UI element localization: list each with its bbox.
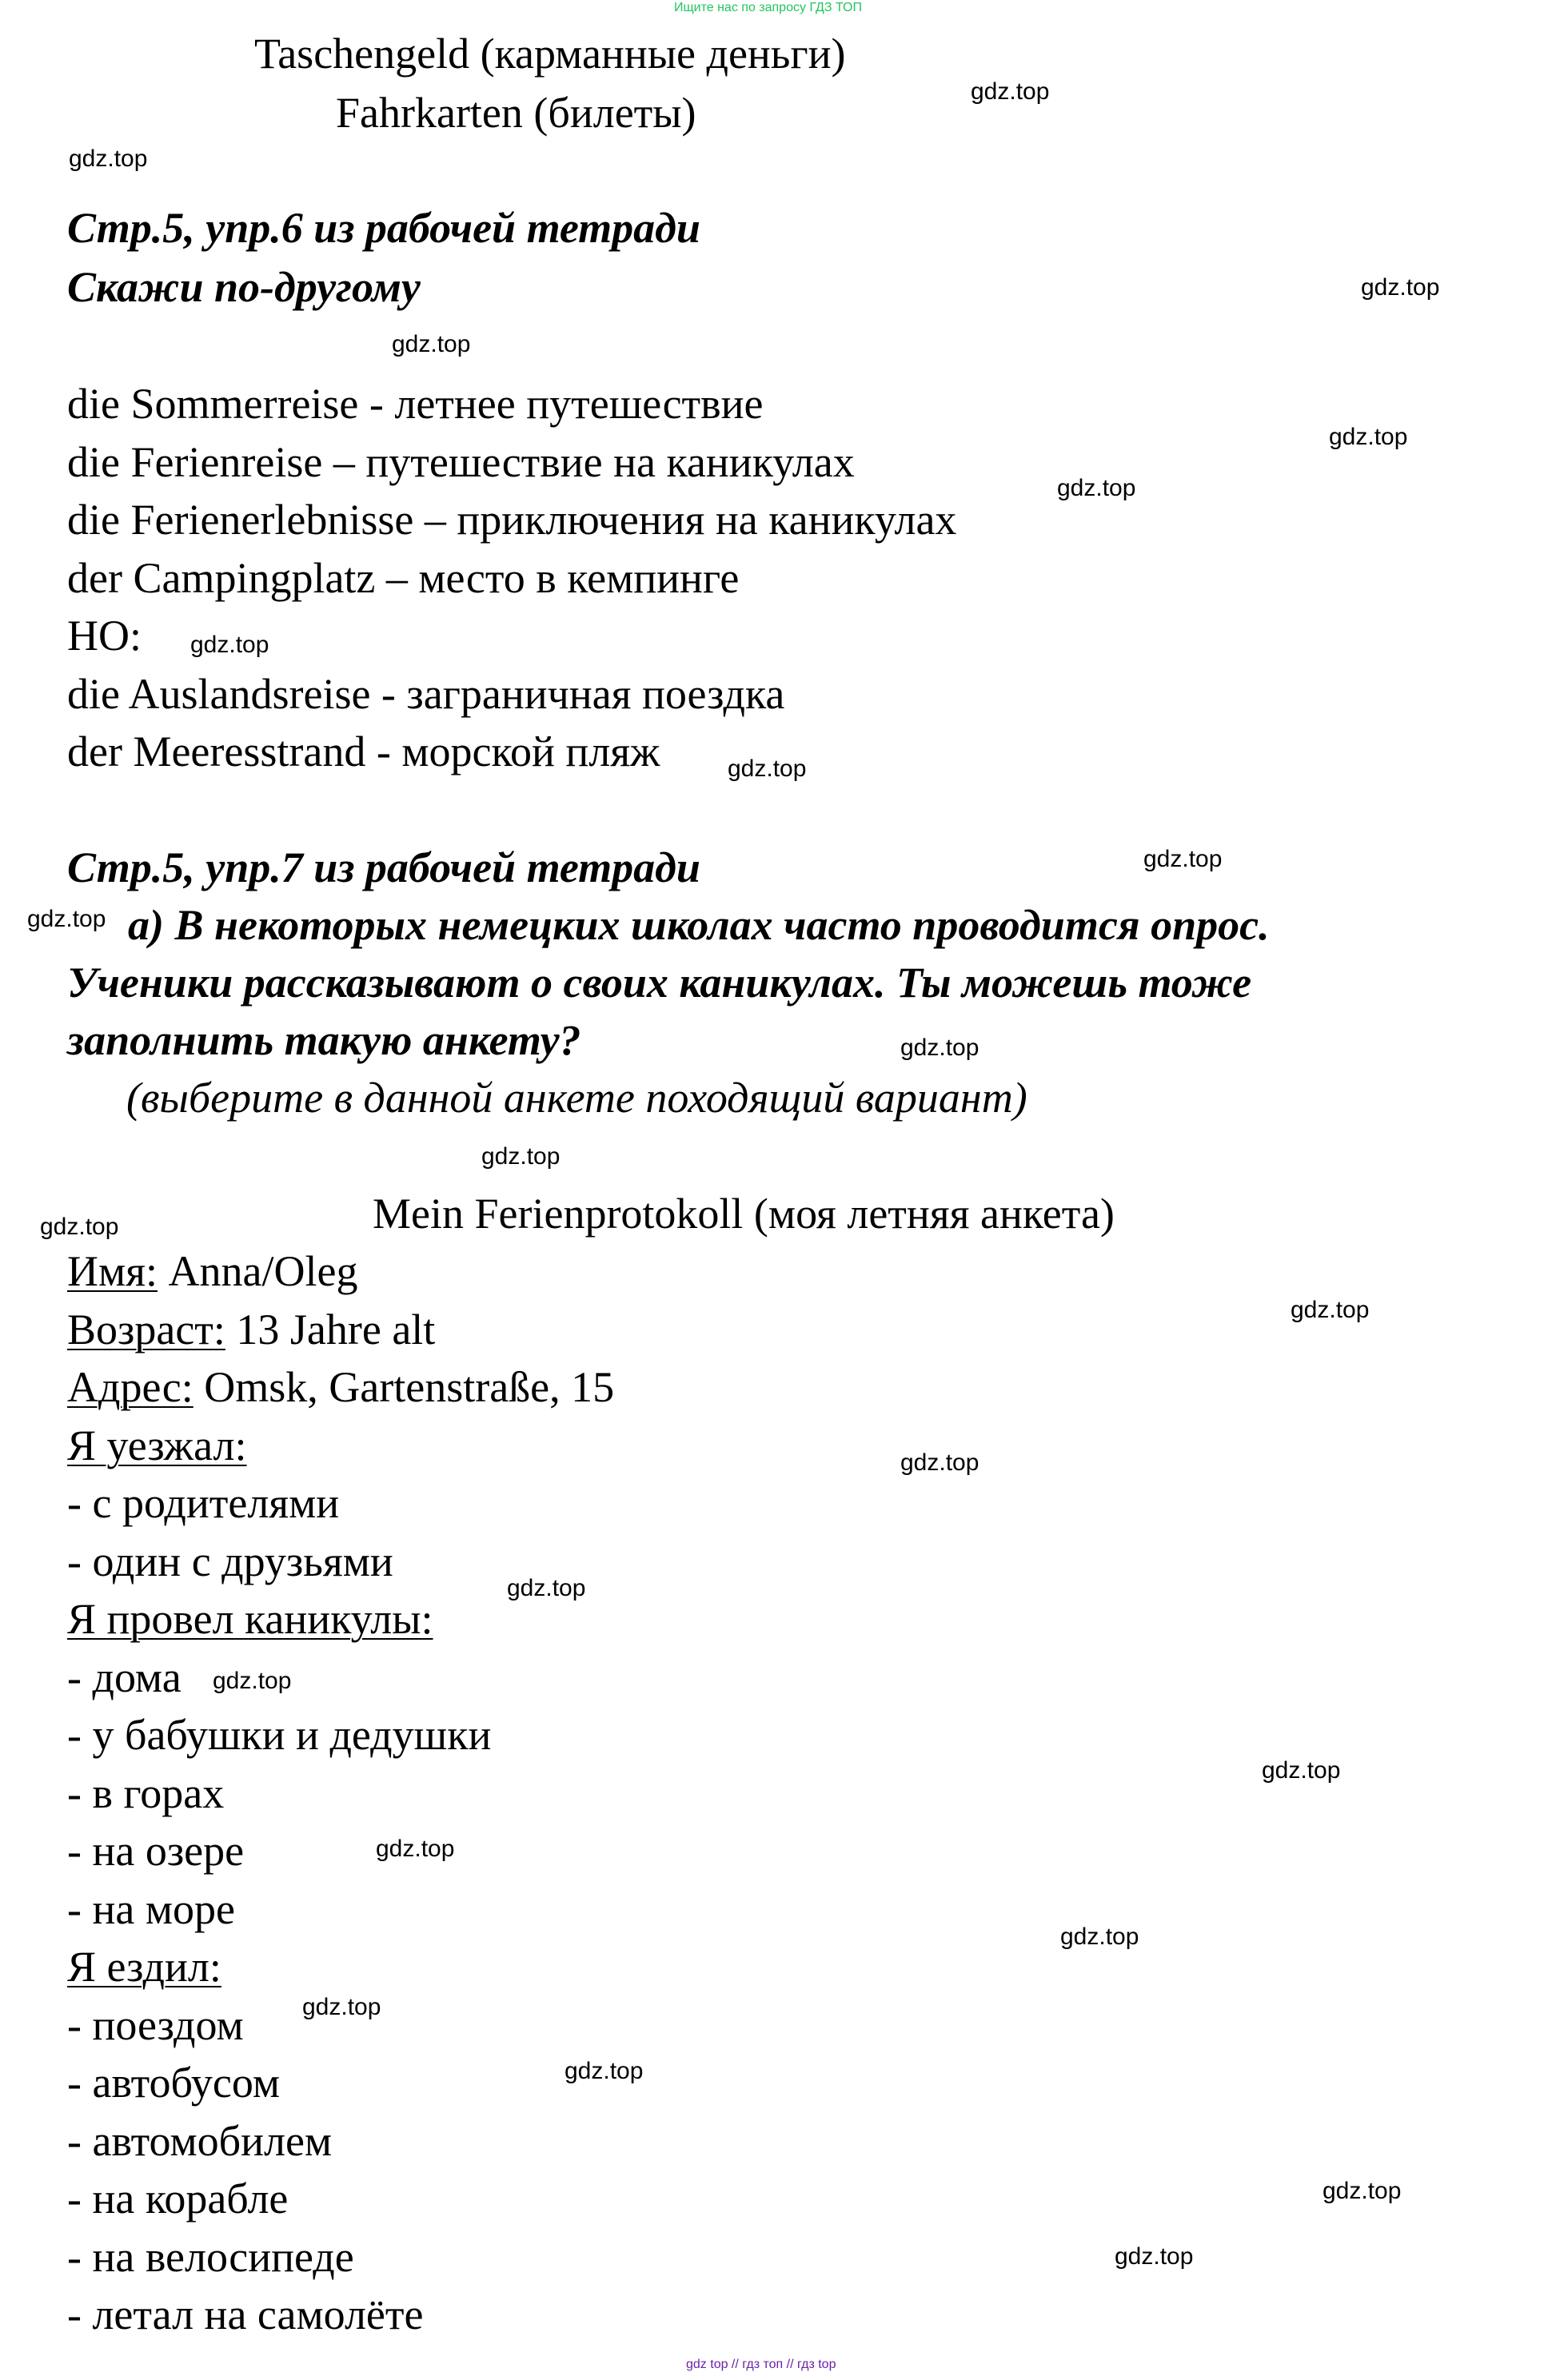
watermark: gdz.top	[507, 1575, 586, 1601]
ex6-heading: Стр.5, упр.6 из рабочей тетради	[67, 204, 700, 252]
ex7-heading: Стр.5, упр.7 из рабочей тетради	[67, 843, 700, 891]
intro-line-1: Taschengeld (карманные деньги)	[254, 30, 846, 78]
list-item: - у бабушки и дедушки	[67, 1711, 492, 1759]
watermark: gdz.top	[1291, 1297, 1370, 1323]
watermark: gdz.top	[565, 2058, 644, 2084]
watermark: gdz.top	[213, 1668, 292, 1694]
watermark: gdz.top	[1115, 2243, 1194, 2270]
watermark: gdz.top	[1323, 2178, 1402, 2204]
form-field-address	[67, 1365, 614, 1409]
watermark: gdz.top	[971, 78, 1050, 105]
watermark: gdz.top	[27, 906, 106, 932]
watermark: gdz.top	[1057, 475, 1136, 501]
list-item: - автобусом	[67, 2059, 281, 2107]
watermark: gdz.top	[69, 146, 148, 172]
age-label: Возраст:	[67, 1306, 225, 1353]
ex7-task-line-2: Ученики рассказывают о своих каникулах. Ты можешь тоже	[67, 959, 1252, 1007]
watermark: gdz.top	[900, 1035, 979, 1061]
watermark: gdz.top	[728, 755, 807, 782]
intro-line-2: Fahrkarten (билеты)	[336, 89, 696, 137]
vocab-line: der Meeresstrand - морской пляж	[67, 728, 660, 775]
spent-label: Я провел каникулы:	[67, 1595, 433, 1643]
ex7-task-line-1: а) В некоторых немецких школах часто проводится опрос.	[128, 901, 1270, 949]
footer-links[interactable]: gdz top // гдз топ // гдз top	[686, 2358, 836, 2371]
watermark: gdz.top	[1361, 274, 1440, 301]
name-value: Anna/Oleg	[158, 1247, 358, 1295]
list-item: - летал на самолёте	[67, 2290, 424, 2338]
list-item: - дома	[67, 1653, 182, 1701]
list-item: - автомобилем	[67, 2117, 333, 2165]
form-field-name	[67, 1247, 358, 1295]
watermark: gdz.top	[1143, 846, 1223, 872]
address-label: Адрес:	[67, 1363, 194, 1411]
watermark: gdz.top	[190, 632, 269, 658]
list-item: - в горах	[67, 1769, 225, 1817]
ex6-subheading: Скажи по-другому	[67, 263, 421, 311]
transport-label: Я ездил:	[67, 1943, 221, 1991]
list-item: - на озере	[67, 1827, 245, 1875]
watermark: gdz.top	[1262, 1757, 1341, 1784]
top-search-link[interactable]: Ищите нас по запросу ГДЗ ТОП	[674, 1, 862, 14]
age-value: 13 Jahre alt	[225, 1306, 436, 1353]
vocab-line: die Ferienerlebnisse – приключения на каникулах	[67, 496, 957, 544]
watermark: gdz.top	[900, 1449, 979, 1476]
watermark: gdz.top	[376, 1836, 455, 1862]
name-label: Имя:	[67, 1247, 158, 1295]
watermark: gdz.top	[481, 1143, 561, 1170]
watermark: gdz.top	[1060, 1924, 1139, 1950]
list-item: - на велосипеде	[67, 2233, 354, 2281]
form-title: Mein Ferienprotokoll (моя летняя анкета)	[373, 1190, 1115, 1238]
form-field-age	[67, 1308, 435, 1351]
ex7-task-line-3: заполнить такую анкету?	[67, 1016, 581, 1064]
list-item: - с родителями	[67, 1479, 340, 1527]
watermark: gdz.top	[392, 331, 471, 357]
vocab-line: der Campingplatz – место в кемпинге	[67, 554, 740, 602]
vocab-line: die Sommerreise - летнее путешествие	[67, 380, 764, 428]
address-value: Omsk, Gartenstraße, 15	[193, 1363, 615, 1411]
list-item: - на корабле	[67, 2175, 289, 2223]
travel-label: Я уезжал:	[67, 1421, 247, 1469]
vocab-line: НО:	[67, 612, 142, 660]
watermark: gdz.top	[40, 1214, 119, 1240]
list-item: - один с друзьями	[67, 1537, 393, 1585]
list-item: - на море	[67, 1885, 235, 1933]
vocab-line: die Ferienreise – путешествие на каникулах	[67, 438, 855, 486]
list-item: - поездом	[67, 2001, 244, 2049]
watermark: gdz.top	[1329, 424, 1408, 450]
ex7-note: (выберите в данной анкете походящий вариант)	[126, 1074, 1027, 1122]
watermark: gdz.top	[302, 1994, 381, 2020]
vocab-line: die Auslandsreise - заграничная поездка	[67, 670, 785, 718]
